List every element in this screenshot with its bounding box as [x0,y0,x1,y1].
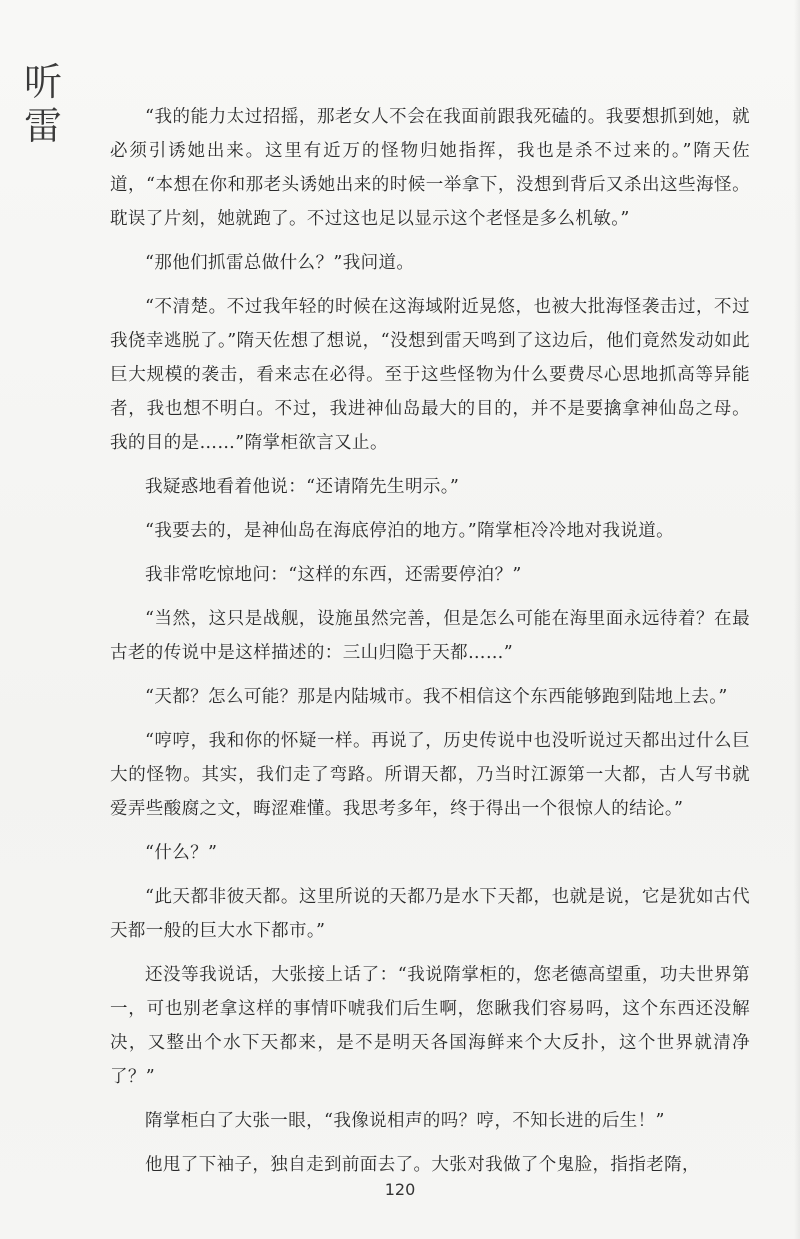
page-number: 120 [384,1180,416,1199]
side-title-char-1: 听 [23,60,62,104]
paragraph: “什么？” [145,843,218,863]
paragraph: 我疑惑地看着他说：“还请隋先生明示。” [145,477,460,497]
paragraph: “天都？怎么可能？那是内陆城市。我不相信这个东西能够跑到陆地上去。” [145,687,728,707]
paragraph: 他甩了下袖子，独自走到前面去了。大张对我做了个鬼脸，指指老隋， [145,1155,700,1175]
paragraph: 还没等我说话，大张接上话了：“我说隋掌柜的，您老德高望重，功夫世界第一，可也别老拿这样的事情吓唬我们后生啊，您瞅我们容易吗，这个东西还没解决，又整出个水下天都来，是不是明天各国海鲜来个大反扑，这个世界就清净了？” [110,965,750,1087]
body-text [110,100,750,1192]
paragraph: “不清楚。不过我年轻的时候在这海域附近晃悠，也被大批海怪袭击过，不过我侥幸逃脱了。”隋天佐想了想说，“没想到雷天鸣到了这边后，他们竟然发动如此巨大规模的袭击，看来志在必得。至于这些怪物为什么要费尽心思地抓高等异能者，我也想不明白。不过，我进神仙岛最大的目的，并不是要擒拿神仙岛之母。我的目的是……”隋掌柜欲言又止。 [110,297,750,453]
paragraph: “当然，这只是战舰，设施虽然完善，但是怎么可能在海里面永远待着？在最古老的传说中是这样描述的：三山归隐于天都……” [110,609,750,663]
paragraph: “我要去的，是神仙岛在海底停泊的地方。”隋掌柜冷冷地对我说道。 [145,521,675,541]
paragraph: “我的能力太过招摇，那老女人不会在我面前跟我死磕的。我要想抓到她，就必须引诱她出来。这里有近万的怪物归她指挥，我也是杀不过来的。”隋天佐道，“本想在你和那老头诱她出来的时候一举拿下，没想到背后又杀出这些海怪。耽误了片刻，她就跑了。不过这也足以显示这个老怪是多么机敏。” [110,107,750,229]
paragraph: “哼哼，我和你的怀疑一样。再说了，历史传说中也没听说过天都出过什么巨大的怪物。其实，我们走了弯路。所谓天都，乃当时江源第一大都，古人写书就爱弄些酸腐之文，晦涩难懂。我思考多年，终于得出一个很惊人的结论。” [110,731,750,819]
page-edge-shadow [794,0,800,1239]
chapter-side-title [14,60,72,148]
paragraph: 隋掌柜白了大张一眼，“我像说相声的吗？哼，不知长进的后生！” [145,1111,665,1131]
paragraph: 我非常吃惊地问：“这样的东西，还需要停泊？” [145,565,522,585]
side-title-char-2: 雷 [23,104,62,148]
paragraph: “此天都非彼天都。这里所说的天都乃是水下天都，也就是说，它是犹如古代天都一般的巨大水下都市。” [110,887,750,941]
paragraph: “那他们抓雷总做什么？”我问道。 [145,253,415,273]
